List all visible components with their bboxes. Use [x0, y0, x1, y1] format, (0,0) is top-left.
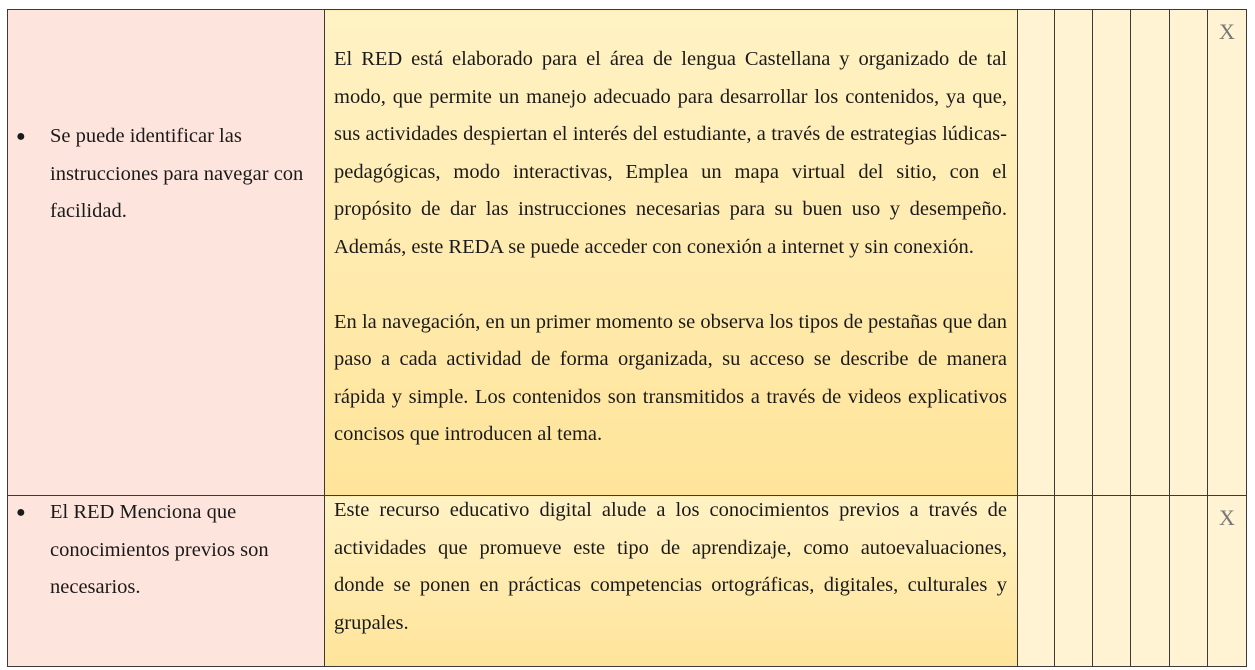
description-paragraph: Este recurso educativo digital alude a los conocimientos previos a través de actividades que promueve este tipo de aprendizaje, como autoevaluaciones, donde se ponen en prácticas competencias ortográficas, digitales, culturales y grupales. — [334, 499, 1007, 634]
score-cell — [1093, 10, 1131, 496]
description-paragraph: En la navegación, en un primer momento se observa los tipos de pestañas que dan paso a cada actividad de forma organizada, su acceso se describe de manera rápida y simple. Los contenidos son transmitidos a través de videos explicativos concisos que introducen al tema. — [334, 310, 1007, 445]
score-cell — [1055, 496, 1093, 667]
criterion-cell — [8, 496, 325, 667]
score-cell-marked — [1208, 10, 1247, 496]
description-paragraph: El RED está elaborado para el área de lengua Castellana y organizado de tal modo, que permite un manejo adecuado para desarrollar los contenidos, ya que, sus actividades despiertan el interés del estudiante, a través de estrategias lúdicas-pedagógicas, modo interactivas, Emplea un mapa virtual del sitio, con el propósito de dar las instrucciones necesarias para su buen uso y desempeño. Además, este REDA se puede acceder con conexión a internet y sin conexión. — [334, 48, 1007, 258]
criterion-cell — [8, 10, 325, 496]
table-row — [8, 496, 1247, 667]
score-cell — [1131, 10, 1170, 496]
bullet-icon: ● — [16, 128, 26, 145]
score-mark: X — [1219, 505, 1235, 530]
criterion-bullet-item — [8, 494, 324, 607]
description-cell — [325, 10, 1018, 496]
criterion-text: Se puede identificar las instrucciones para navegar con facilidad. — [50, 125, 304, 222]
score-cell — [1170, 496, 1208, 667]
score-mark: X — [1219, 19, 1235, 44]
criterion-text: El RED Menciona que conocimientos previos son necesarios. — [50, 501, 269, 598]
description-cell — [325, 496, 1018, 667]
score-cell — [1131, 496, 1170, 667]
score-cell — [1170, 10, 1208, 496]
score-cell — [1055, 10, 1093, 496]
evaluation-table — [7, 9, 1247, 667]
score-cell — [1018, 496, 1055, 667]
criterion-bullet-item — [8, 118, 324, 231]
score-cell — [1018, 10, 1055, 496]
bullet-icon: ● — [16, 504, 26, 521]
table-row — [8, 10, 1247, 496]
score-cell-marked — [1208, 496, 1247, 667]
score-cell — [1093, 496, 1131, 667]
